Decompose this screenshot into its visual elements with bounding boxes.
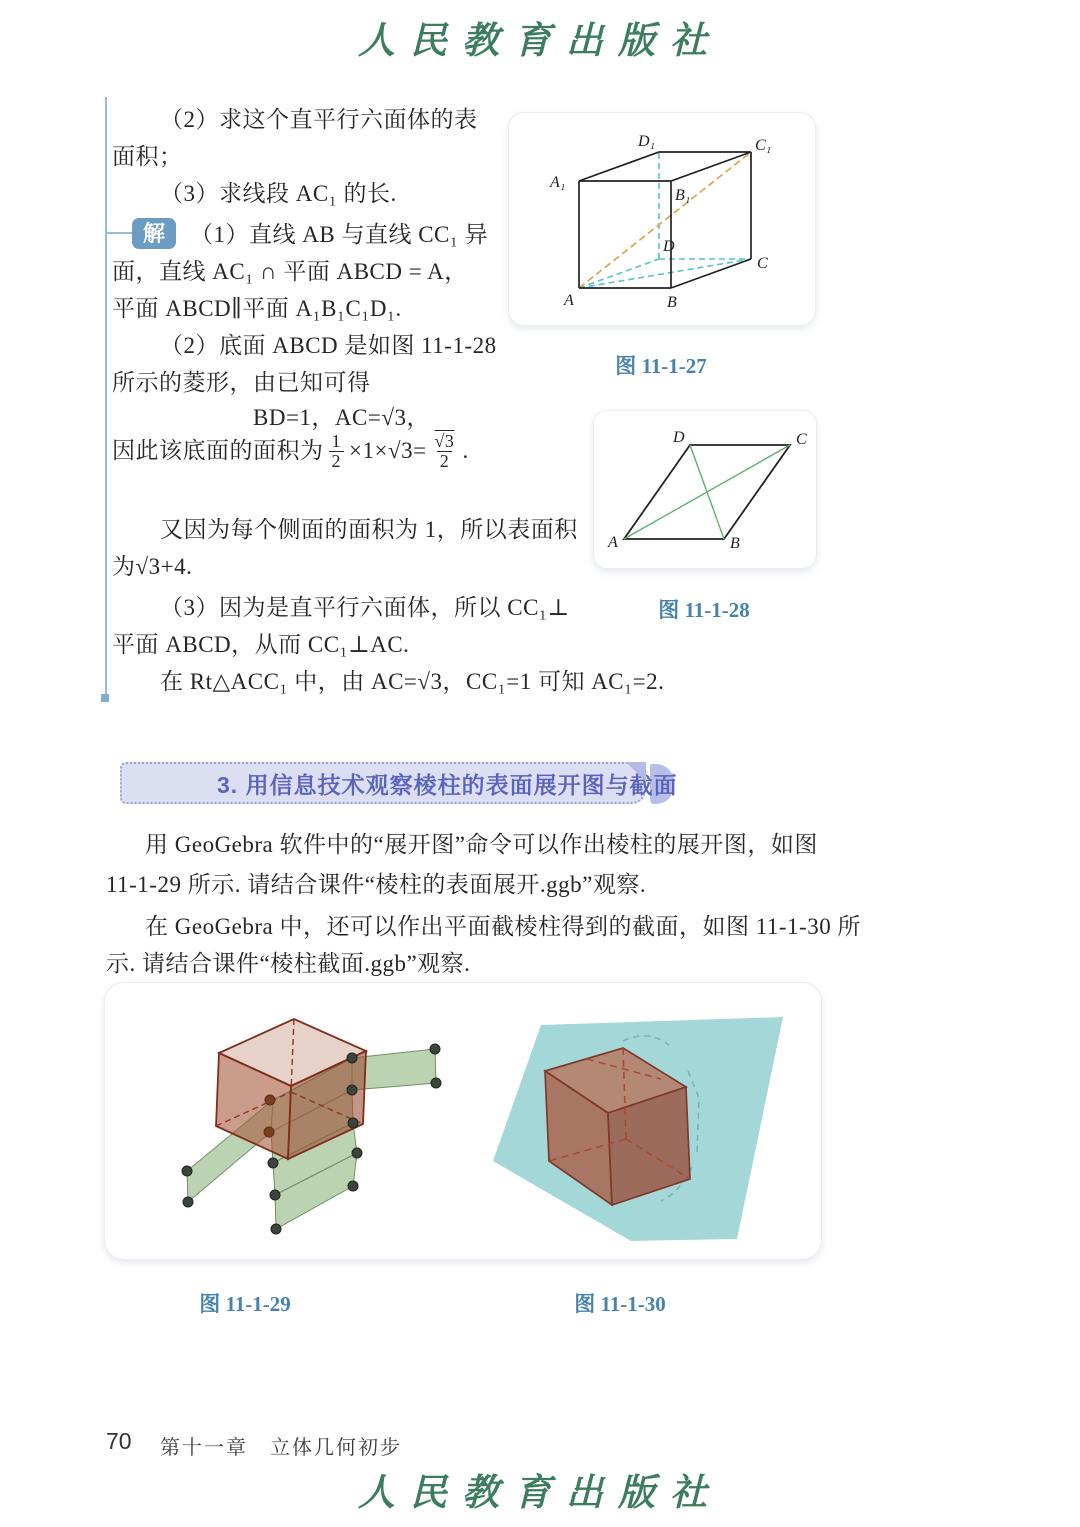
section-banner — [120, 762, 678, 804]
banner-fold — [626, 762, 646, 782]
fraction-sqrt3-over-2: $\frac{√3}{2}$ — [434, 431, 455, 471]
solve-badge: 解 — [132, 218, 176, 249]
rhombus-diagram — [594, 411, 816, 568]
paragraph-line: 用 GeoGebra 软件中的“展开图”命令可以作出棱柱的展开图，如图 — [145, 832, 818, 857]
vertex-label: D — [673, 429, 685, 446]
solution-line: （3）因为是直平行六面体，所以 CC₁⊥ — [160, 595, 570, 620]
solution-line: 在 Rt△ACC₁ 中，由 AC=√3，CC₁=1 可知 AC₁=2. — [160, 669, 665, 694]
vertex-label: A — [564, 292, 574, 309]
formula-suffix: . — [462, 438, 469, 464]
vertex-label: A — [608, 534, 618, 551]
section-title: 3. 用信息技术观察棱柱的表面展开图与截面 — [217, 771, 678, 798]
solution-line: （3）求线段 AC₁ 的长. — [160, 181, 397, 206]
paragraph-line: 在 GeoGebra 中，还可以作出平面截棱柱得到的截面，如图 11-1-30 所 — [145, 914, 861, 939]
badge-connector — [106, 232, 132, 234]
vertex-label: C₁ — [755, 137, 772, 154]
solution-line: （1）直线 AB 与直线 CC₁ 异 — [190, 222, 489, 247]
solution-line: （2）求这个直平行六面体的表 — [160, 107, 478, 132]
paragraph-line: 示. 请结合课件“棱柱截面.ggb”观察. — [106, 951, 471, 976]
solution-equation: BD=1，AC=√3， — [253, 405, 430, 430]
vertex-label: C — [757, 255, 768, 272]
solution-line: 平面 ABCD∥平面 A₁B₁C₁D₁. — [112, 296, 402, 321]
solution-rule-cap — [101, 694, 109, 702]
publisher-logo-bottom: 人民教育出版社 — [358, 1473, 722, 1514]
vertex-label: D — [663, 238, 675, 255]
figure-caption: 图 11-1-30 — [574, 1292, 666, 1316]
solution-line: 又因为每个侧面的面积为 1，所以表面积 — [160, 517, 578, 542]
vertex-label: A₁ — [550, 174, 566, 191]
parallelepiped-diagram — [509, 113, 815, 325]
solution-line: 面积； — [112, 144, 183, 169]
formula-prefix: 因此该底面的面积为 — [112, 438, 324, 464]
solution-line: 平面 ABCD，从而 CC₁⊥AC. — [112, 632, 410, 657]
solution-area-formula — [112, 432, 469, 471]
formula-middle: ×1×√3= — [349, 438, 427, 464]
figure-caption: 图 11-1-27 — [615, 354, 707, 378]
prism-net-diagram — [119, 991, 499, 1247]
solution-line: 面，直线 AC₁ ∩ 平面 ABCD = A， — [112, 259, 468, 284]
geogebra-figures-card — [104, 982, 822, 1260]
solution-line: 所示的菱形，由已知可得 — [112, 370, 371, 395]
vertex-label: B — [667, 294, 677, 311]
chapter-title: 第十一章 立体几何初步 — [160, 1437, 402, 1459]
vertex-label: D₁ — [638, 133, 656, 150]
solution-line: （2）底面 ABCD 是如图 11-1-28 — [160, 333, 497, 358]
prism-section-diagram — [483, 993, 808, 1248]
figure-caption: 图 11-1-29 — [199, 1292, 291, 1316]
solution-rule — [105, 97, 107, 697]
vertex-label: B₁ — [675, 187, 691, 204]
solution-line: 为√3+4. — [112, 554, 193, 579]
figure-caption: 图 11-1-28 — [658, 598, 750, 622]
page-number: 70 — [106, 1428, 132, 1454]
paragraph-line: 11-1-29 所示. 请结合课件“棱柱的表面展开.ggb”观察. — [106, 872, 647, 897]
vertex-label: C — [796, 431, 807, 448]
vertex-label: B — [730, 535, 740, 552]
publisher-logo-top: 人民教育出版社 — [358, 21, 722, 62]
fraction-one-half: $\frac{1}{2}$ — [329, 432, 345, 471]
figure-card-11-1-27 — [508, 112, 816, 326]
figure-card-11-1-28 — [593, 410, 817, 569]
